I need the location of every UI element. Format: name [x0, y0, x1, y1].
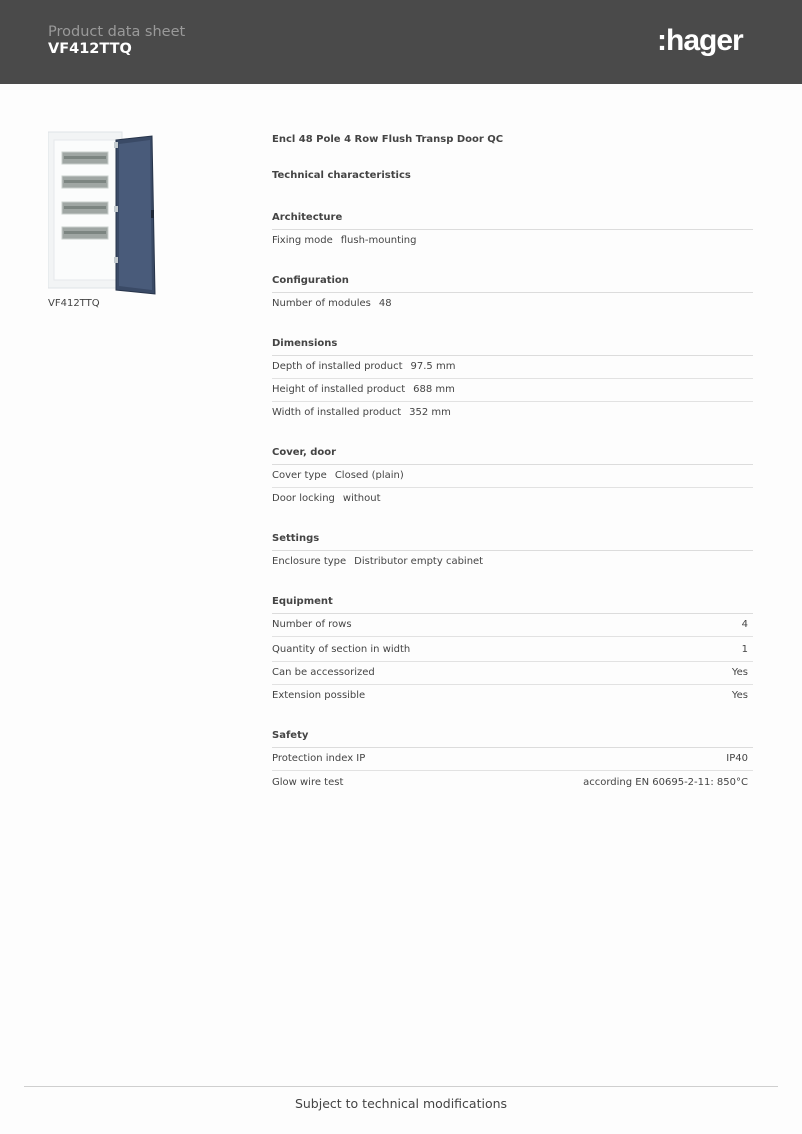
section-architecture	[272, 211, 753, 252]
spec-value: without	[342, 493, 381, 504]
spec-label: Can be accessorized	[272, 667, 375, 678]
section-safety	[272, 729, 753, 794]
footer-disclaimer: Subject to technical modifications	[294, 1096, 508, 1111]
product-name: Encl 48 Pole 4 Row Flush Transp Door QC	[272, 134, 504, 145]
spec-row	[272, 614, 753, 637]
spec-value: 1	[741, 644, 748, 655]
section-cover-door	[272, 446, 753, 510]
spec-label: Cover type	[272, 470, 327, 481]
spec-value: Distributor empty cabinet	[354, 556, 484, 567]
spec-label: Enclosure type	[272, 556, 347, 567]
spec-row	[272, 379, 753, 402]
spec-label: Quantity of section in width	[272, 644, 411, 655]
section-title: Configuration	[272, 274, 753, 293]
spec-value: 688 mm	[413, 384, 455, 395]
image-caption: VF412TTQ	[48, 298, 100, 309]
spec-row	[272, 662, 753, 685]
section-title: Architecture	[272, 211, 753, 230]
hager-logo: :hager	[657, 24, 743, 57]
spec-value: according EN 60695-2-11: 850°C	[583, 777, 748, 788]
spec-row	[272, 465, 753, 488]
spec-value: Yes	[731, 690, 748, 701]
spec-row	[272, 771, 753, 794]
spec-label: Width of installed product	[272, 407, 402, 418]
product-image	[48, 130, 158, 296]
spec-label: Number of modules	[272, 298, 371, 309]
characteristics	[272, 132, 753, 794]
spec-value: 352 mm	[409, 407, 451, 418]
document-type: Product data sheet	[48, 24, 186, 40]
spec-row	[272, 551, 753, 573]
spec-label: Number of rows	[272, 619, 352, 630]
spec-value: IP40	[726, 753, 748, 764]
spec-value: 48	[378, 298, 392, 309]
section-title: Equipment	[272, 595, 753, 614]
spec-value: Closed (plain)	[334, 470, 404, 481]
spec-label: Extension possible	[272, 690, 366, 701]
spec-label: Door locking	[272, 493, 335, 504]
section-configuration	[272, 274, 753, 315]
spec-row	[272, 748, 753, 771]
spec-label: Depth of installed product	[272, 361, 403, 372]
spec-value: 97.5 mm	[410, 361, 456, 372]
spec-row	[272, 488, 753, 510]
footer-divider	[24, 1086, 778, 1087]
spec-label: Fixing mode	[272, 235, 333, 246]
spec-label: Protection index IP	[272, 753, 366, 764]
section-settings	[272, 532, 753, 573]
spec-row	[272, 685, 753, 707]
section-title: Dimensions	[272, 337, 753, 356]
spec-value: Yes	[731, 667, 748, 678]
spec-value: flush-mounting	[340, 235, 417, 246]
spec-row	[272, 637, 753, 662]
spec-row	[272, 293, 753, 315]
section-title: Safety	[272, 729, 753, 748]
technical-characteristics-heading: Technical characteristics	[272, 170, 411, 181]
header-bar	[0, 0, 802, 84]
spec-row	[272, 402, 753, 424]
section-equipment	[272, 595, 753, 707]
spec-value: 4	[741, 619, 748, 630]
section-title: Settings	[272, 532, 753, 551]
spec-label: Height of installed product	[272, 384, 406, 395]
spec-row	[272, 356, 753, 379]
section-title: Cover, door	[272, 446, 753, 465]
spec-row	[272, 230, 753, 252]
section-dimensions	[272, 337, 753, 424]
product-reference: VF412TTQ	[48, 41, 132, 57]
spec-label: Glow wire test	[272, 777, 344, 788]
